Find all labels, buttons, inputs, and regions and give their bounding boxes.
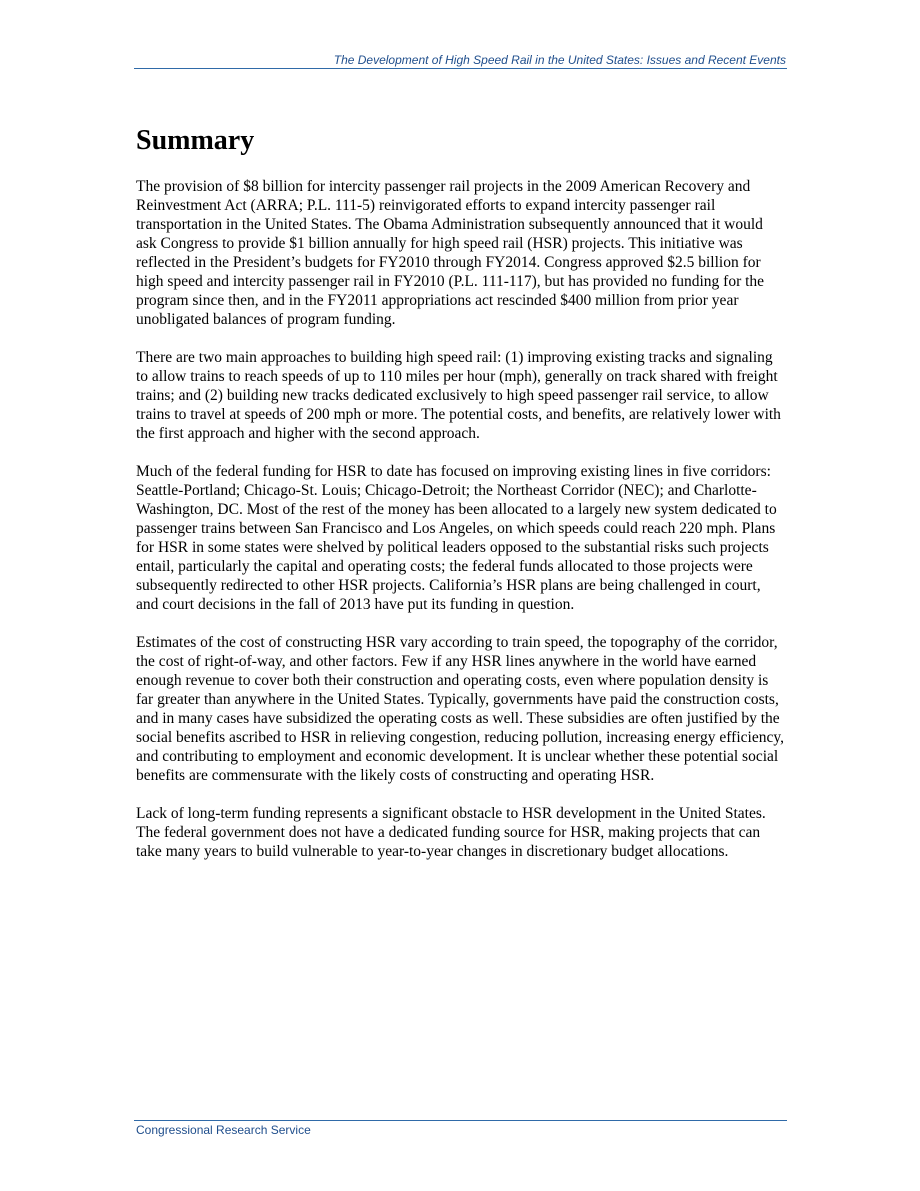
summary-paragraph-3: Much of the federal funding for HSR to date has focused on improving existing lines in five corridors: Seattle-Portland; Chicago-St. Louis; Chicago-Detroit; the Northeast Corridor (NEC); and Charlotte-Washington, DC. Most of the rest of the money has been allocated to a largely new system dedicated to passenger trains between San Francisco and Los Angeles, on which speeds could reach 220 mph. Plans for HSR in some states were shelved by political leaders opposed to the substantial risks such projects entail, particularly the capital and operating costs; the federal funds allocated to those projects were subsequently redirected to other HSR projects. California’s HSR plans are being challenged in court, and court decisions in the fall of 2013 have put its funding in question. <box>136 463 777 613</box>
section-title: Summary <box>136 125 255 156</box>
summary-paragraph-2: There are two main approaches to building high speed rail: (1) improving existing tracks and signaling to allow trains to reach speeds of up to 110 miles per hour (mph), generally on track shared with freight trains; and (2) building new tracks dedicated exclusively to high speed passenger rail service, to allow trains to travel at speeds of 200 mph or more. The potential costs, and benefits, are relatively lower with the first approach and higher with the second approach. <box>136 349 781 442</box>
summary-paragraph-4: Estimates of the cost of constructing HSR vary according to train speed, the topography of the corridor, the cost of right-of-way, and other factors. Few if any HSR lines anywhere in the world have earned enough revenue to cover both their construction and operating costs, even where population density is far greater than anywhere in the United States. Typically, governments have paid the construction costs, and in many cases have subsidized the operating costs as well. These subsidies are often justified by the social benefits ascribed to HSR in relieving congestion, reducing pollution, increasing energy efficiency, and contributing to employment and economic development. It is unclear whether these potential social benefits are commensurate with the likely costs of constructing and operating HSR. <box>136 634 784 784</box>
summary-paragraph-5: Lack of long-term funding represents a significant obstacle to HSR development in the United States. The federal government does not have a dedicated funding source for HSR, making projects that can take many years to build vulnerable to year-to-year changes in discretionary budget allocations. <box>136 805 766 860</box>
footer-publisher: Congressional Research Service <box>136 1123 311 1137</box>
header-divider <box>134 68 787 69</box>
summary-body <box>136 177 786 880</box>
running-header: The Development of High Speed Rail in the United States: Issues and Recent Events <box>333 53 786 67</box>
footer-divider <box>134 1120 787 1121</box>
summary-paragraph-1: The provision of $8 billion for intercity passenger rail projects in the 2009 American Recovery and Reinvestment Act (ARRA; P.L. 111-5) reinvigorated efforts to expand intercity passenger rail transportation in the United States. The Obama Administration subsequently announced that it would ask Congress to provide $1 billion annually for high speed rail (HSR) projects. This initiative was reflected in the President’s budgets for FY2010 through FY2014. Congress approved $2.5 billion for high speed and intercity passenger rail in FY2010 (P.L. 111-117), but has provided no funding for the program since then, and in the FY2011 appropriations act rescinded $400 million from prior year unobligated balances of program funding. <box>136 178 765 328</box>
